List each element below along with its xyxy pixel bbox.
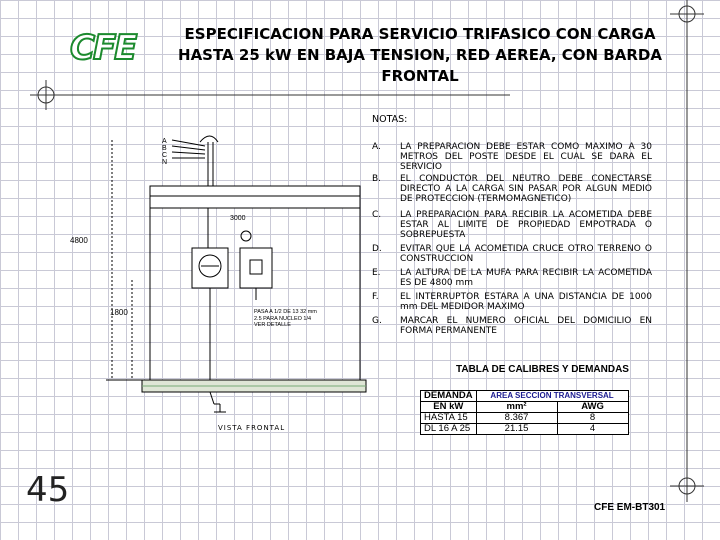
wire-label-n: N <box>162 159 168 166</box>
note-letter: C. <box>372 210 382 220</box>
dim-top: 3000 <box>230 215 246 222</box>
notes-heading: NOTAS: <box>372 114 408 125</box>
header-demand-unit: EN kW <box>421 402 477 413</box>
wire-label-c: C <box>162 152 168 159</box>
document-code: CFE EM-BT301 <box>594 502 666 513</box>
page-number: 45 <box>26 470 70 510</box>
cell-demand: HASTA 15 <box>421 413 477 424</box>
note-text: EL INTERRUPTOR ESTARA A UNA DISTANCIA DE 1000 mm DEL MEDIDOR MAXIMO <box>400 292 652 313</box>
note-letter: E. <box>372 268 381 278</box>
header-area: AREA SECCION TRANSVERSAL <box>476 391 628 402</box>
note-letter: A. <box>372 142 381 152</box>
table-row <box>421 413 629 424</box>
conduit-note <box>254 309 317 329</box>
header-mm2: mm² <box>476 402 557 413</box>
header-awg: AWG <box>557 402 628 413</box>
table-title: TABLA DE CALIBRES Y DEMANDAS <box>456 364 629 375</box>
cell-mm2: 8.367 <box>476 413 557 424</box>
note-letter: G. <box>372 316 382 326</box>
note-letter: F. <box>372 292 379 302</box>
title-line-1: ESPECIFICACION PARA SERVICIO TRIFASICO CON CARGA <box>184 25 656 43</box>
note-text: LA PREPARACION DEBE ESTAR COMO MAXIMO A 30 METROS DEL POSTE DESDE EL CUAL SE DARA EL SERVICIO <box>400 142 652 173</box>
dim-1800: 1800 <box>110 308 128 317</box>
cell-awg: 8 <box>557 413 628 424</box>
calibers-table <box>420 390 629 435</box>
dim-4800: 4800 <box>70 236 88 245</box>
note-text: LA ALTURA DE LA MUFA PARA RECIBIR LA ACOMETIDA ES DE 4800 mm <box>400 268 652 289</box>
note-text: MARCAR EL NUMERO OFICIAL DEL DOMICILIO EN FORMA PERMANENTE <box>400 316 652 337</box>
conduit-note-line-1: PASA A 1/2 DE 13 32 mm <box>254 309 317 315</box>
note-letter: D. <box>372 244 382 254</box>
cell-mm2: 21.15 <box>476 424 557 435</box>
header-demand: DEMANDA <box>421 391 477 402</box>
table-row <box>421 424 629 435</box>
wire-label-b: B <box>162 145 167 152</box>
conduit-note-line-3: VER DETALLE <box>254 322 291 328</box>
cell-awg: 4 <box>557 424 628 435</box>
view-label: VISTA FRONTAL <box>218 424 286 432</box>
title-line-3: FRONTAL <box>381 67 459 85</box>
conduit-note-line-2: 2.5 PARA NUCLEO 1/4 <box>254 315 312 322</box>
note-letter: B. <box>372 174 382 184</box>
note-text: EVITAR QUE LA ACOMETIDA CRUCE OTRO TERRENO O CONSTRUCCION <box>400 244 652 265</box>
cell-demand: DL 16 A 25 <box>421 424 477 435</box>
wire-label-a: A <box>162 138 167 145</box>
note-text: LA PREPARACION PARA RECIBIR LA ACOMETIDA DEBE ESTAR AL LIMITE DE PROPIEDAD EMPOTRADA O SOBREPUESTA <box>400 210 652 241</box>
note-text: EL CONDUCTOR DEL NEUTRO DEBE CONECTARSE DIRECTO A LA CARGA SIN PASAR POR ALGUN MEDIO DE PROTECCION (TERMOMAGNETICO) <box>400 174 652 205</box>
cfe-logo-text: CFE <box>70 28 136 68</box>
title-line-2: HASTA 25 kW EN BAJA TENSION, RED AEREA, CON BARDA <box>178 46 662 64</box>
